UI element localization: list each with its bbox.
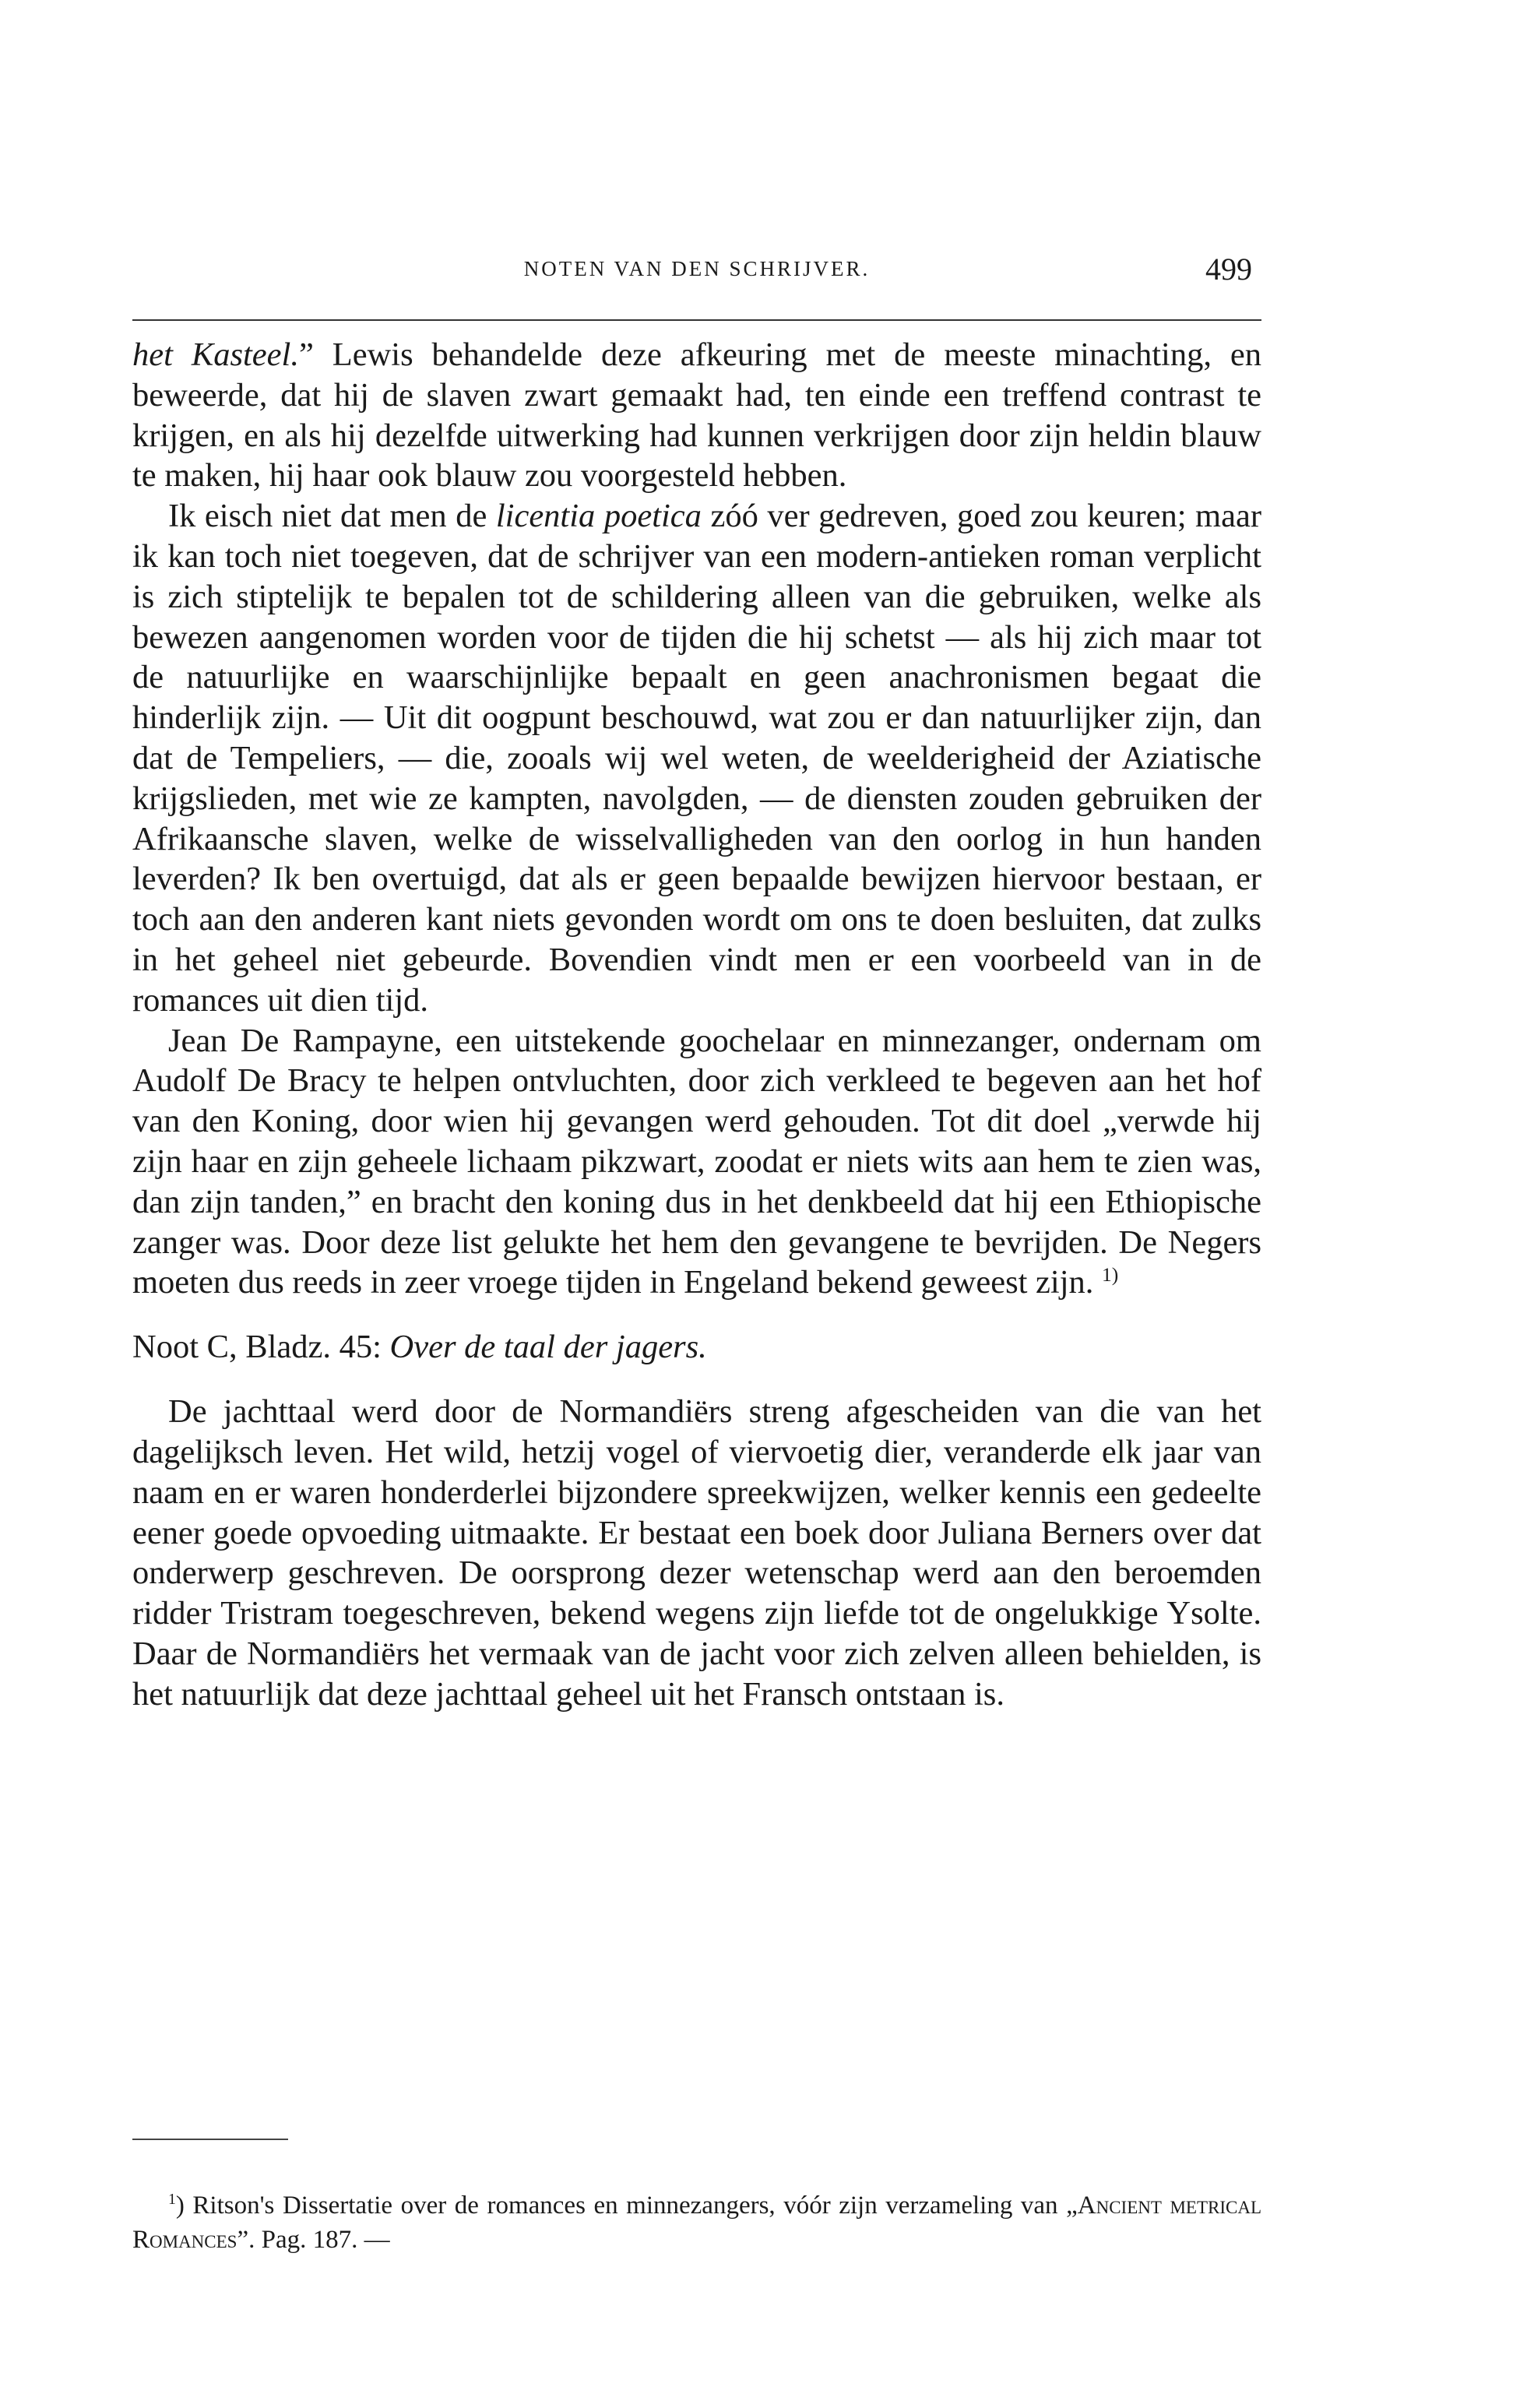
paragraph-4 <box>132 1392 1261 1714</box>
paragraph-1 <box>132 335 1261 496</box>
paragraph-text: Jean De Rampayne, een uitstekende goochelaar en minnezanger, ondernam om Audolf De Bracy te helpen ontvluchten, door zich verkleed te begeven aan het hof van den Koning, door wien hij gevangen werd gehouden. Tot dit doel „verwde hij zijn haar en zijn geheele lichaam pikzwart, zoodat er niets wits aan hem te zien was, dan zijn tanden,” en bracht den koning dus in het denkbeeld dat hij een Ethiopische zanger was. Door deze list gelukte het hem den gevangene te bevrijden. De Negers moeten dus reeds in zeer vroege tijden in Engeland bekend geweest zijn. <box>132 1022 1261 1301</box>
footnote-text: ) Ritson's Dissertatie over de romances en minnezangers, vóór zijn verzameling van „ <box>175 2191 1078 2220</box>
paragraph-text: De jachttaal werd door de Normandiërs streng afgescheiden van die van het dagelijksch leven. Het wild, hetzij vogel of viervoetig dier, veranderde elk jaar van naam en er waren honderderlei bijzondere spreekwijzen, welker kennis een gedeelte eener goede opvoeding uitmaakte. Er bestaat een boek door Juliana Berners over dat onderwerp geschreven. De oorsprong dezer wetenschap werd aan den beroemden ridder Tristram toegeschreven, bekend wegens zijn liefde tot de ongelukkige Ysolte. Daar de Normandiërs het vermaak van de jacht voor zich zelven alleen behielden, is het natuurlijk dat deze jachttaal geheel uit het Fransch ontstaan is. <box>132 1393 1261 1713</box>
footnotes <box>132 2188 1261 2257</box>
header-rule <box>132 319 1261 321</box>
footnote-rule <box>132 2139 288 2140</box>
footnote-smallcaps-title: Ancient metrical Romances <box>132 2191 1261 2254</box>
footnote-ref-number: 1 <box>1102 1263 1112 1287</box>
main-text <box>132 335 1261 1715</box>
page-header <box>132 252 1261 296</box>
note-heading-prefix: Noot C, Bladz. 45: <box>132 1329 390 1366</box>
note-heading-title: Over de taal der jagers. <box>389 1329 707 1366</box>
italic-phrase: licentia poetica <box>495 498 702 535</box>
paragraph-text: Ik eisch niet dat men de <box>168 498 496 535</box>
footnote-ref: 1) <box>1102 1263 1119 1287</box>
footnote-marker: 1 <box>168 2191 176 2208</box>
page-number: 499 <box>1205 252 1252 287</box>
section-spacer <box>132 1303 1261 1327</box>
paragraph-text: zóó ver gedreven, goed zou keuren; maar ik kan toch niet toegeven, dat de schrijver van een modern-antieken roman verplicht is zich stiptelijk te bepalen tot de schildering alleen van die gebruiken, welke als bewezen aangenomen worden voor de tijden die hij schetst — als hij zich maar tot de natuurlijke en waarschijnlijke bepaalt en geen anachronismen begaat die hinderlijk zijn. — Uit dit oogpunt beschouwd, wat zou er dan natuurlijker zijn, dan dat de Tempeliers, — die, zooals wij wel weten, de weelderigheid der Aziatische krijgslieden, met wie ze kampten, navolgden, — de diensten zouden gebruiken der Afrikaansche slaven, welke de wisselvalligheden van den oorlog in hun handen leverden? Ik ben overtuigd, dat als er geen bepaalde bewijzen hiervoor bestaan, er toch aan den anderen kant niets gevonden wordt om ons te doen besluiten, dat zulks in het geheel niet gebeurde. Bovendien vindt men er een voorbeeld van in de romances uit dien tijd. <box>132 498 1261 1019</box>
footnote-text: ”. Pag. 187. — <box>237 2226 390 2254</box>
note-heading <box>132 1327 1261 1368</box>
paragraph-text: ” Lewis behandelde deze afkeuring met de meeste minachting, en beweerde, dat hij de slaven zwart gemaakt had, ten einde een treffend contrast te krijgen, en als hij dezelfde uitwerking had kunnen verkrijgen door zijn heldin blauw te maken, hij haar ook blauw zou voorgesteld hebben. <box>132 336 1261 495</box>
paragraph-2 <box>132 496 1261 1020</box>
running-title: NOTEN VAN DEN SCHRIJVER. <box>523 257 871 280</box>
italic-phrase: het Kasteel. <box>132 336 299 373</box>
section-spacer <box>132 1368 1261 1392</box>
paragraph-3 <box>132 1021 1261 1304</box>
footnote-1 <box>132 2188 1261 2257</box>
